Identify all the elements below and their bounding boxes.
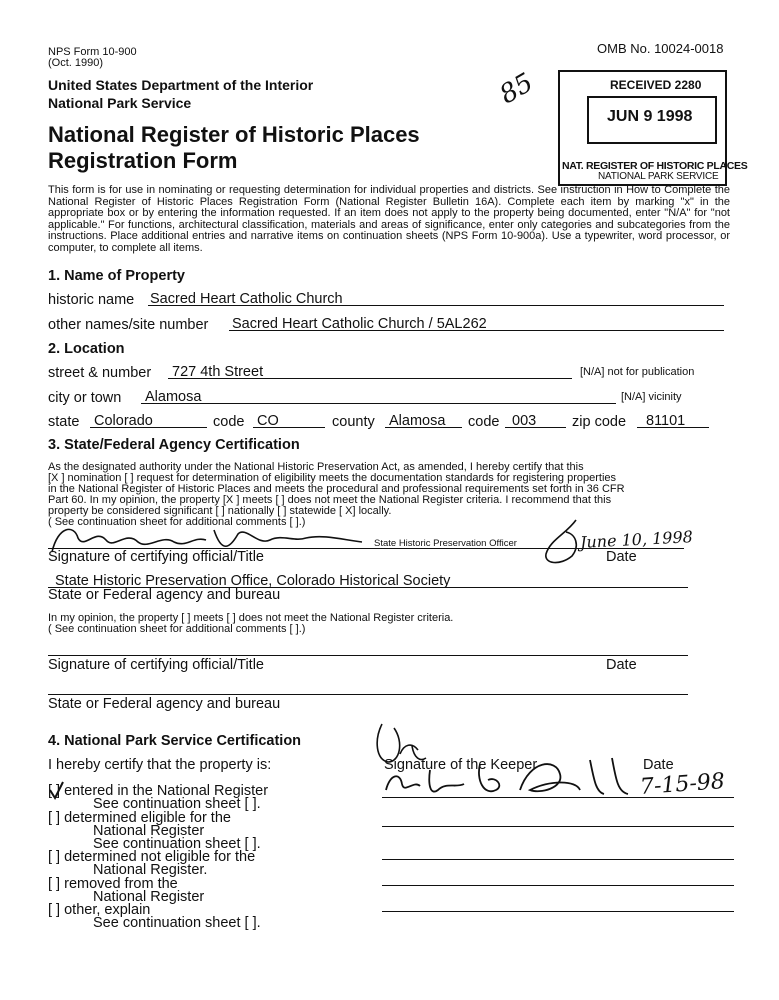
option-not-eligible[interactable]: [ ] determined not eligible for the: [48, 849, 256, 865]
historic-name-label: historic name: [48, 292, 135, 308]
option-eligible[interactable]: [ ] determined eligible for the: [48, 810, 231, 826]
historic-name-line: [148, 305, 724, 306]
city-line: [141, 403, 616, 404]
agency-line-2: [48, 694, 688, 695]
stamp-date: JUN 9 1998: [607, 108, 693, 125]
other-names-label: other names/site number: [48, 317, 209, 333]
state-code-label: code: [213, 414, 245, 430]
cert-line-4: Part 60. In my opinion, the property [X ] meets [ ] does not meet the National Register criteria. I recommend that this: [48, 494, 612, 506]
keeper-date-label: Date: [643, 757, 674, 773]
section1-heading: 1. Name of Property: [48, 268, 185, 284]
county-value[interactable]: Alamosa: [389, 413, 446, 429]
handwritten-date: June 10, 1998: [579, 527, 694, 552]
date-label-2: Date: [606, 657, 637, 673]
option-removed-register: National Register: [93, 889, 205, 905]
cert-line-1: As the designated authority under the National Historic Preservation Act, as amended, I hereby certify that this: [48, 461, 584, 473]
county-label: county: [332, 414, 375, 430]
zip-label: zip code: [572, 414, 627, 430]
agency-name: National Park Service: [48, 95, 192, 111]
signature-line-2: [48, 655, 688, 656]
keeper-label: Signature of the Keeper: [384, 757, 538, 773]
street-value[interactable]: 727 4th Street: [172, 364, 264, 380]
section2-heading: 2. Location: [48, 341, 125, 357]
county-code-line: [505, 427, 566, 428]
keeper-line-2: [382, 826, 734, 827]
page-subtitle: Registration Form: [48, 148, 238, 173]
county-code-label: code: [468, 414, 500, 430]
state-line: [90, 427, 207, 428]
option-entered-continuation: See continuation sheet [ ].: [93, 796, 261, 812]
officer-title: State Historic Preservation Officer: [374, 538, 517, 549]
entered-checkmark-icon: [47, 780, 67, 802]
vicinity: [N/A] vicinity: [621, 391, 682, 403]
opinion-line-1: In my opinion, the property [ ] meets [ ] does not meet the National Register criteria.: [48, 612, 454, 624]
signature-label-1: Signature of certifying official/Title: [48, 549, 264, 565]
cert-line-6: ( See continuation sheet for additional comments [ ].): [48, 516, 306, 528]
stamp-line1: NAT. REGISTER OF HISTORIC PLACES: [562, 160, 748, 172]
state-code-value[interactable]: CO: [257, 413, 279, 429]
state-label: state: [48, 414, 80, 430]
cert-line-5: property be considered significant [ ] nationally [ ] statewide [ X] locally.: [48, 505, 392, 517]
agency-label-1: State or Federal agency and bureau: [48, 587, 281, 603]
opinion-line-2: ( See continuation sheet for additional comments [ ].): [48, 623, 306, 635]
county-code-value[interactable]: 003: [512, 413, 537, 429]
option-removed[interactable]: [ ] removed from the: [48, 876, 178, 892]
city-value[interactable]: Alamosa: [145, 389, 202, 405]
received-stamp: [558, 70, 748, 186]
keeper-date: 7-15-98: [639, 769, 726, 800]
stamp-received: RECEIVED 2280: [610, 78, 702, 92]
agency-label-2: State or Federal agency and bureau: [48, 696, 281, 712]
section3-heading: 3. State/Federal Agency Certification: [48, 437, 300, 453]
omb-number: OMB No. 10024-0018: [597, 41, 724, 56]
cert-line-3: in the National Register of Historic Places and meets the procedural and professional requirements set forth in 36 CFR: [48, 483, 625, 495]
option-eligible-register: National Register: [93, 823, 205, 839]
keeper-line-4: [382, 885, 734, 886]
other-names-line: [229, 330, 724, 331]
option-other-continuation: See continuation sheet [ ].: [93, 915, 261, 931]
form-date: (Oct. 1990): [48, 57, 104, 69]
street-line: [168, 378, 572, 379]
page-title: National Register of Historic Places: [48, 122, 420, 147]
handwritten-margin-number: 85: [494, 67, 539, 111]
keeper-line-3: [382, 859, 734, 860]
zip-value[interactable]: 81101: [646, 413, 686, 429]
date-label-1: Date: [606, 549, 637, 565]
county-line: [385, 427, 462, 428]
stamp-line2: NATIONAL PARK SERVICE: [598, 171, 719, 182]
city-label: city or town: [48, 390, 122, 406]
option-other[interactable]: [ ] other, explain: [48, 902, 151, 918]
not-for-publication: [N/A] not for publication: [580, 366, 695, 378]
keeper-line-1: [382, 797, 734, 798]
other-names-value[interactable]: Sacred Heart Catholic Church / 5AL262: [232, 316, 487, 332]
signature-label-2: Signature of certifying official/Title: [48, 657, 264, 673]
historic-name-value[interactable]: Sacred Heart Catholic Church: [150, 291, 343, 307]
option-eligible-continuation: See continuation sheet [ ].: [93, 836, 261, 852]
department-name: United States Department of the Interior: [48, 77, 314, 93]
keeper-line-5: [382, 911, 734, 912]
state-code-line: [253, 427, 325, 428]
agency-value[interactable]: State Historic Preservation Office, Colorado Historical Society: [55, 573, 451, 589]
zip-line: [637, 427, 709, 428]
intro-paragraph: This form is for use in nominating or requesting determination for individual properties and districts. See instruction in How to Complete the National Register of Historic Places Registration Form (National Register Bulletin 16A). Complete each item by marking "x" in the appropriate box or by entering the information requested. If an item does not apply to the property being documented, enter "N/A" for "not applicable." For functions, architectural classification, materials and areas of significance, enter only categories and subcategories from the instructions. Place additional entries and narrative items on continuation sheets (NPS Form 10-900a). Use a typewriter, word processor, or computer, to complete all items.: [48, 184, 730, 254]
keeper-signature: [380, 750, 640, 804]
cert-line-2: [X ] nomination [ ] request for determination of eligibility meets the documentation standards for registering properties: [48, 472, 617, 484]
form-number: NPS Form 10-900: [48, 46, 137, 58]
section4-heading: 4. National Park Service Certification: [48, 733, 302, 749]
section4-intro: I hereby certify that the property is:: [48, 757, 272, 773]
state-value[interactable]: Colorado: [94, 413, 153, 429]
option-not-eligible-register: National Register.: [93, 862, 208, 878]
stamp-date-box: [587, 96, 717, 144]
option-entered[interactable]: [ ] entered in the National Register: [48, 783, 269, 799]
street-label: street & number: [48, 365, 152, 381]
